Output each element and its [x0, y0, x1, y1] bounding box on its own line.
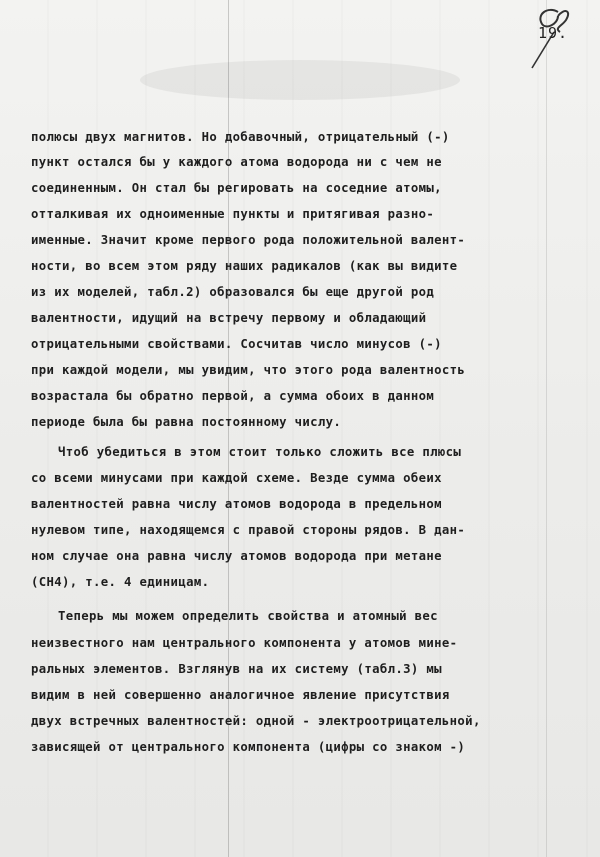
text-line: валентностей равна числу атомов водорода в предельном [31, 497, 442, 511]
text-line: нулевом типе, находящемся с правой стороны рядов. В дан- [31, 523, 466, 537]
text-line: ности, во всем этом ряду наших радикалов (как вы видите [31, 259, 458, 273]
text-line: пункт остался бы у каждого атома водорода ни с чем не [31, 155, 442, 169]
text-line: возрастала бы обратно первой, а сумма обоих в данном [31, 389, 435, 403]
text-line: ном случае она равна числу атомов водорода при метане [31, 549, 442, 563]
text-line: зависящей от центрального компонента (цифры со знаком -) [31, 740, 466, 754]
text-line: неизвестного нам центрального компонента у атомов мине- [31, 636, 458, 650]
text-line: соединенным. Он стал бы регировать на соседние атомы, [31, 181, 442, 195]
paragraph-start-line: Чтоб убедиться в этом стоит только сложить все плюсы [58, 445, 462, 459]
text-line: при каждой модели, мы увидим, что этого рода валентность [31, 363, 466, 377]
text-line: полюсы двух магнитов. Но добавочный, отрицательный (-) [31, 130, 450, 144]
text-line: именные. Значит кроме первого рода положительной валент- [31, 233, 466, 247]
paragraph-start-line: Теперь мы можем определить свойства и атомный вес [58, 609, 438, 623]
text-line: со всеми минусами при каждой схеме. Везде сумма обеих [31, 471, 442, 485]
text-line: видим в ней совершенно аналогичное явление присутствия [31, 688, 450, 702]
text-line: ральных элементов. Взглянув на их систему (табл.3) мы [31, 662, 442, 676]
text-line: отрицательными свойствами. Сосчитав число минусов (-) [31, 337, 442, 351]
smudge [140, 60, 460, 100]
text-line: отталкивая их одноименные пункты и притягивая разно- [31, 207, 435, 221]
text-line: из их моделей, табл.2) образовался бы еще другой род [31, 285, 435, 299]
text-line: валентности, идущий на встречу первому и обладающий [31, 311, 427, 325]
text-line: периоде была бы равна постоянному числу. [31, 415, 342, 429]
text-line: (CH4), т.е. 4 единицам. [31, 575, 210, 589]
page-number: 19. [538, 24, 569, 42]
text-line: двух встречных валентностей: одной - электроотрицательной, [31, 714, 481, 728]
